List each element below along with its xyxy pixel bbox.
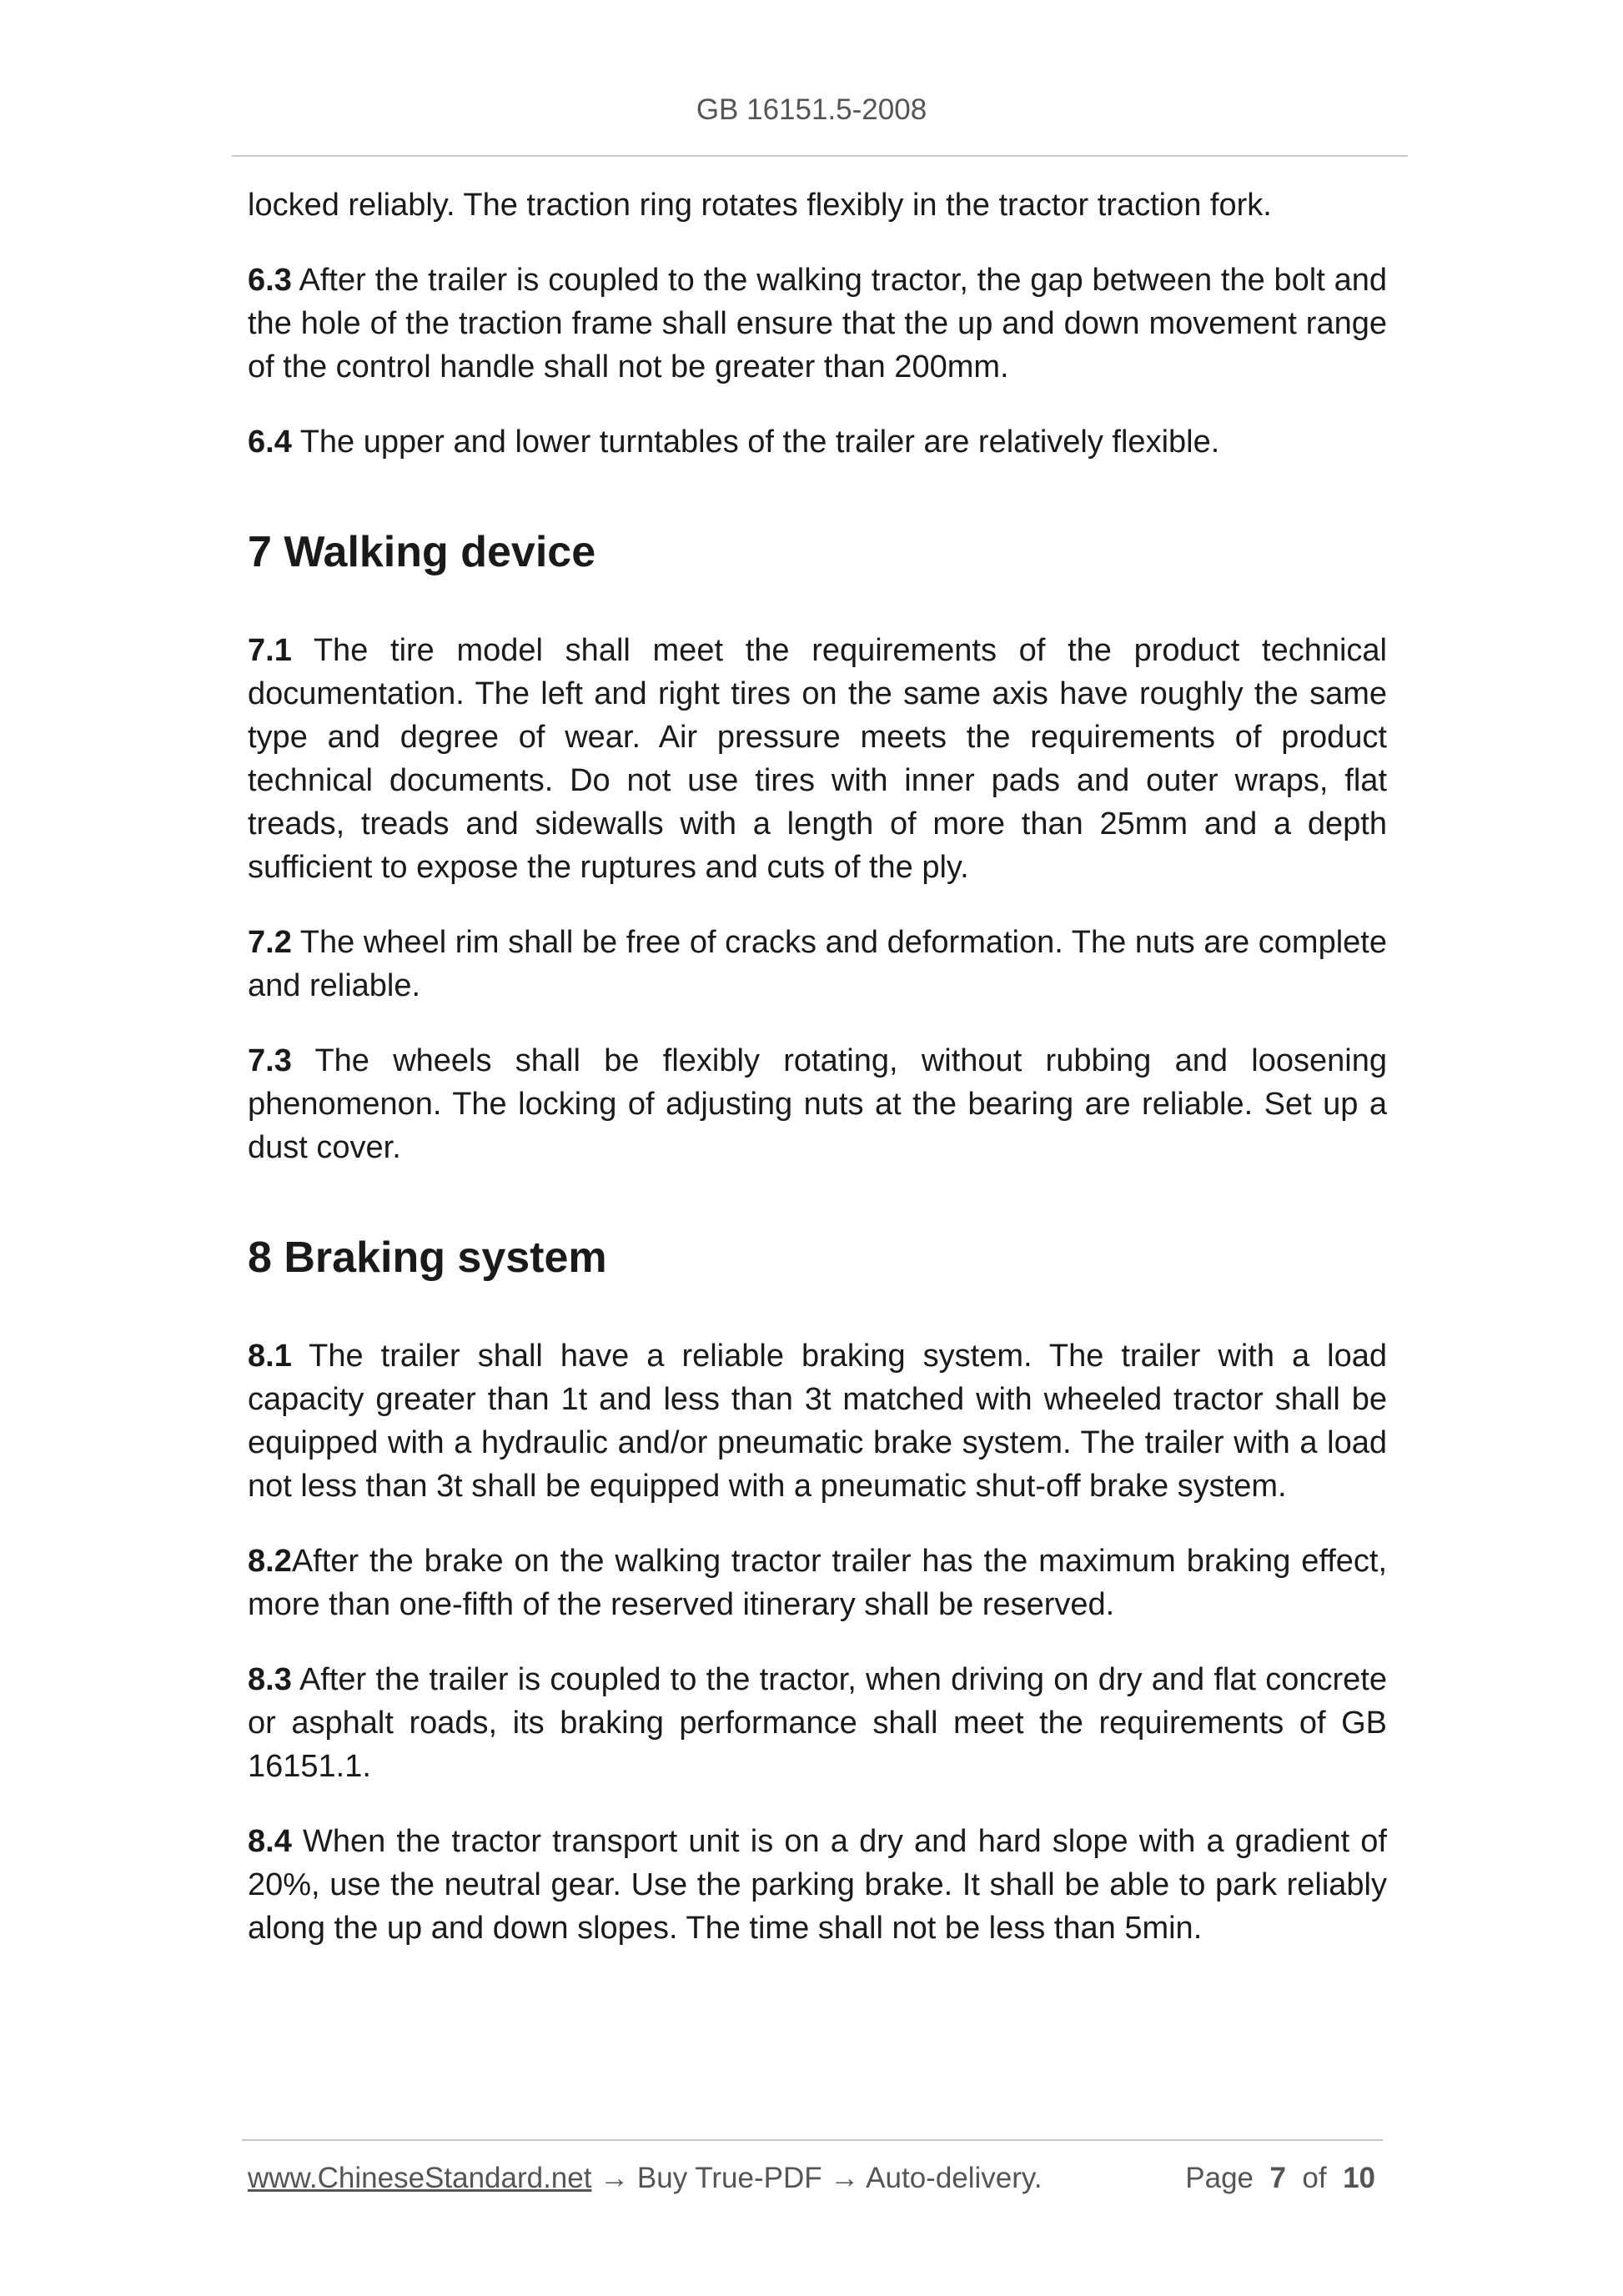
- clause-number: 7.2: [248, 925, 292, 960]
- clause-7-3: [248, 1039, 1387, 1169]
- footer-tagline: → Buy True-PDF → Auto-delivery.: [591, 2162, 1043, 2194]
- clause-text: The wheels shall be flexibly rotating, without rubbing and loosening phenomenon. The locking of adjusting nuts at the bearing are reliable. Set up a dust cover.: [248, 1043, 1387, 1165]
- document-header: GB 16151.5-2008: [696, 93, 927, 126]
- clause-number: 6.3: [248, 263, 292, 298]
- section-heading-braking-system: 8 Braking system: [248, 1233, 607, 1282]
- clause-number: 7.1: [248, 633, 292, 668]
- clause-7-2: [248, 921, 1387, 1007]
- page-content: [248, 183, 1387, 1982]
- header-divider: [232, 155, 1408, 157]
- page-indicator: [1185, 2162, 1375, 2195]
- clause-number: 8.4: [248, 1824, 292, 1859]
- section-heading-walking-device: 7 Walking device: [248, 528, 596, 576]
- clause-text: After the brake on the walking tractor trailer has the maximum braking effect, more than one-fifth of the reserved itinerary shall be reserved.: [248, 1544, 1387, 1622]
- clause-8-4: [248, 1820, 1387, 1950]
- footer-promo: [248, 2162, 1043, 2195]
- clause-number: 8.3: [248, 1662, 292, 1697]
- clause-number: 8.1: [248, 1339, 292, 1374]
- clause-8-1: [248, 1334, 1387, 1508]
- page-of-label: of: [1302, 2162, 1327, 2194]
- website-link[interactable]: www.ChineseStandard.net: [248, 2162, 592, 2194]
- clause-text: The trailer shall have a reliable braking system. The trailer with a load capacity greater than 1t and less than 3t matched with wheeled tractor shall be equipped with a hydraulic and/or pneumatic brake system. The trailer with a load not less than 3t shall be equipped with a pneumatic shut-off brake system.: [248, 1339, 1388, 1504]
- clause-number: 7.3: [248, 1043, 292, 1078]
- clause-6-4: [248, 420, 1387, 464]
- clause-8-3: [248, 1658, 1387, 1788]
- page-total: 10: [1343, 2162, 1375, 2194]
- clause-7-1: [248, 629, 1387, 889]
- clause-text: After the trailer is coupled to the walking tractor, the gap between the bolt and the hole of the traction frame shall ensure that the up and down movement range of the control handle shall not be greater than 200mm.: [248, 263, 1387, 384]
- page-current: 7: [1269, 2162, 1286, 2194]
- footer-divider: [242, 2139, 1383, 2141]
- clause-8-2: [248, 1540, 1387, 1626]
- clause-text: After the trailer is coupled to the tractor, when driving on dry and flat concrete or asphalt roads, its braking performance shall meet the requirements of GB 16151.1.: [248, 1662, 1387, 1784]
- clause-6-3: [248, 259, 1387, 389]
- continuation-paragraph: locked reliably. The traction ring rotates flexibly in the tractor traction fork.: [248, 188, 1272, 223]
- clause-text: The upper and lower turntables of the trailer are relatively flexible.: [299, 425, 1220, 460]
- clause-number: 8.2: [248, 1544, 292, 1579]
- page-label: Page: [1185, 2162, 1254, 2194]
- clause-text: The tire model shall meet the requirements of the product technical documentation. The left and right tires on the same axis have roughly the same type and degree of wear. Air pressure meets the requirements of product technical documents. Do not use tires with inner pads and outer wraps, flat treads, treads and sidewalls with a length of more than 25mm and a depth sufficient to expose the ruptures and cuts of the ply.: [248, 633, 1387, 885]
- clause-text: The wheel rim shall be free of cracks and deformation. The nuts are complete and reliable.: [248, 925, 1387, 1003]
- clause-number: 6.4: [248, 425, 292, 460]
- clause-text: When the tractor transport unit is on a dry and hard slope with a gradient of 20%, use the neutral gear. Use the parking brake. It shall be able to park reliably along the up and down slopes. The time shall not be less than 5min.: [248, 1824, 1387, 1946]
